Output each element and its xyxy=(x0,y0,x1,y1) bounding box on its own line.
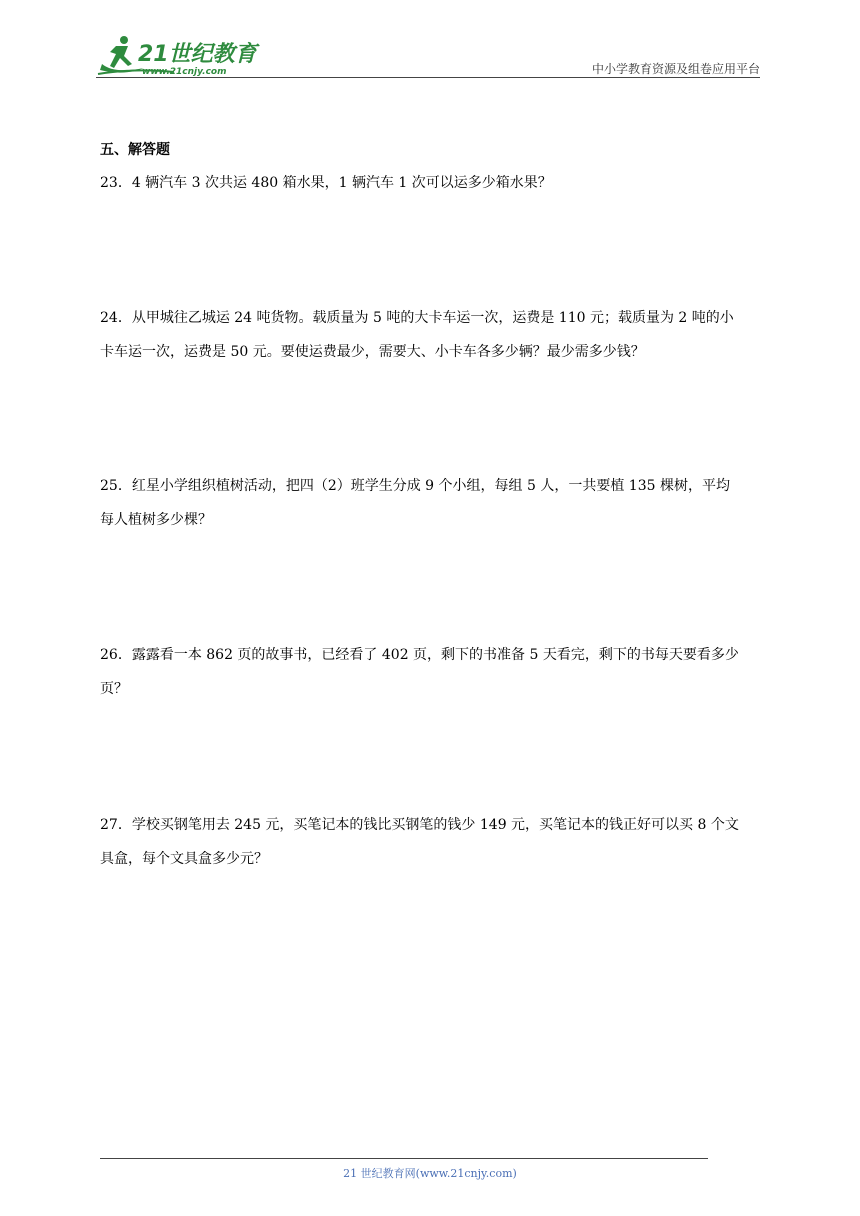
logo-21cnjy xyxy=(94,34,264,78)
question-text-continued: 卡车运一次，运费是 50 元。要使运费最少，需要大、小卡车各多少辆？最少需多少钱？ xyxy=(100,344,645,360)
logo-main-text: 21世纪教育 xyxy=(138,42,257,67)
runner-logo-icon xyxy=(94,34,264,78)
question-text: 27．学校买钢笔用去 245 元，买笔记本的钱比买钢笔的钱少 149 元，买笔记本的钱正好可以买 8 个文 xyxy=(100,817,739,833)
question-text: 25．红星小学组织植树活动，把四（2）班学生分成 9 个小组，每组 5 人，一共要植 135 棵树，平均 xyxy=(100,478,730,494)
question-text-continued: 具盒，每个文具盒多少元？ xyxy=(100,851,268,867)
question-text-continued: 页？ xyxy=(100,681,128,697)
platform-tagline: 中小学教育资源及组卷应用平台 xyxy=(591,62,760,76)
footer-link[interactable]: 21 世纪教育网(www.21cnjy.com) xyxy=(343,1167,517,1180)
question-text: 24．从甲城往乙城运 24 吨货物。载质量为 5 吨的大卡车运一次，运费是 110 元；载质量为 2 吨的小 xyxy=(100,310,734,326)
question-text-continued: 每人植树多少棵？ xyxy=(100,512,212,528)
header-divider xyxy=(96,77,760,78)
question-26 xyxy=(100,638,765,706)
question-27 xyxy=(100,808,765,876)
question-23 xyxy=(100,166,765,200)
question-25 xyxy=(100,469,765,537)
question-text: 26．露露看一本 862 页的故事书，已经看了 402 页，剩下的书准备 5 天看完，剩下的书每天要看多少 xyxy=(100,647,739,663)
logo-url-text: www.21cnjy.com xyxy=(142,67,227,77)
question-text: 23．4 辆汽车 3 次共运 480 箱水果，1 辆汽车 1 次可以运多少箱水果？ xyxy=(100,175,552,191)
question-24 xyxy=(100,301,765,369)
section-title: 五、解答题 xyxy=(100,142,170,158)
page-header xyxy=(0,0,860,84)
footer-divider xyxy=(100,1158,708,1159)
